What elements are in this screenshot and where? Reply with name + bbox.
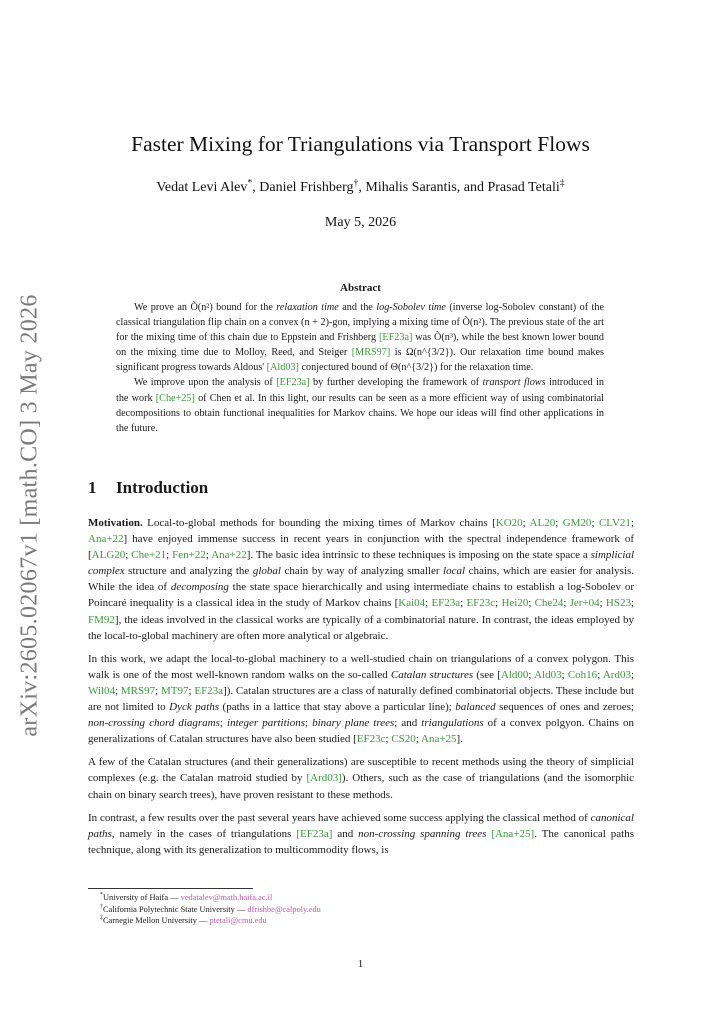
citation-link[interactable]: ALG20 xyxy=(91,549,126,562)
text: Local-to-global methods for bounding the mixing times of Markov chains [ xyxy=(142,517,496,529)
text: chains, which are easier for analysis. While the idea of xyxy=(88,565,634,594)
section-number: 1 xyxy=(88,478,97,497)
footnote-mark: † xyxy=(100,903,103,910)
separator: ; xyxy=(630,668,635,681)
citation-link[interactable]: MT97 xyxy=(161,684,189,697)
text: introduced in the work xyxy=(116,377,604,404)
footnote-affiliation: California Polytechnic State University — xyxy=(102,904,248,914)
citation-link[interactable]: [Ana+25] xyxy=(491,827,535,840)
separator: ; xyxy=(495,597,502,610)
footnote-mark: * xyxy=(100,892,103,899)
citation-link[interactable]: EF23c xyxy=(356,733,386,746)
author-name: , Daniel Frishberg xyxy=(252,180,354,195)
emphasis: Catalan structures xyxy=(390,668,474,681)
paper-date: May 5, 2026 xyxy=(324,215,397,230)
separator: ; xyxy=(125,549,132,562)
author-footnote-mark: ‡ xyxy=(559,177,565,189)
citation-link[interactable]: Hei20 xyxy=(501,597,529,610)
author-list xyxy=(0,177,721,196)
separator: ; xyxy=(385,733,392,746)
emphasis: global xyxy=(252,565,281,578)
separator: ; xyxy=(591,517,599,529)
separator: ; xyxy=(563,597,570,610)
footnote xyxy=(100,915,321,927)
body-text xyxy=(88,515,634,865)
text: . The canonical paths technique, along with its generalization to multicommodity flows, is xyxy=(88,827,635,856)
emphasis: simplicial complex xyxy=(88,549,635,578)
citation-link[interactable]: Coh16 xyxy=(567,668,598,681)
text: chain by way of analyzing smaller xyxy=(280,565,444,578)
citation-link[interactable]: Jer+04 xyxy=(569,597,600,610)
citation-link[interactable]: GM20 xyxy=(562,517,592,529)
text: and the xyxy=(338,302,377,313)
text: ). Others, such as the case of triangulations (and the isomorphic chain on binary search trees), have proven resistant to these methods. xyxy=(88,772,635,801)
author-name: , Mihalis Sarantis, and Prasad Tetali xyxy=(358,180,560,195)
citation-link[interactable]: EF23a xyxy=(194,684,224,697)
body-paragraph xyxy=(88,651,634,748)
author-footnote-mark: † xyxy=(353,177,359,189)
separator: ; xyxy=(166,549,173,562)
text: A few of the Catalan structures (and their generalizations) are susceptible to recent methods using the theory of simplicial complexes (e.g. the Catalan matroid studied by xyxy=(88,756,634,785)
separator: ; xyxy=(528,597,535,610)
citation-link[interactable]: AL20 xyxy=(529,517,556,529)
citation-link[interactable]: CS20 xyxy=(391,733,416,746)
text: the state space hierarchically and using intermediate chains to establish a log-Sobolev or Poincaré inequality is a classical idea in the study of Markov chains [ xyxy=(88,581,634,610)
text: In contrast, a few results over the past several years have achieved some success applying the classical method of xyxy=(88,811,591,824)
citation-link[interactable]: Ald03 xyxy=(534,668,562,681)
separator: ; xyxy=(630,517,634,529)
section-heading xyxy=(88,478,208,498)
text: ]. xyxy=(456,733,463,746)
arxiv-sidebar xyxy=(10,293,50,737)
citation-link[interactable]: FM92 xyxy=(88,613,115,626)
email-link[interactable]: vedatalev@math.haifa.ac.il xyxy=(180,893,273,902)
emphasis: transport flows xyxy=(482,377,546,389)
footnote-mark: ‡ xyxy=(100,915,103,922)
abstract-heading: Abstract xyxy=(340,282,381,294)
citation-link[interactable]: [EF23a] xyxy=(276,377,310,389)
emphasis: canonical paths xyxy=(88,811,634,840)
body-paragraph xyxy=(88,754,634,802)
citation-link[interactable]: EF23c xyxy=(466,597,496,610)
citation-link[interactable]: Ana+22 xyxy=(88,533,124,546)
citation-link[interactable]: Kai04 xyxy=(398,597,426,610)
author-footnote-mark: * xyxy=(247,177,253,189)
citation-link[interactable]: Ald00 xyxy=(500,668,529,681)
footnote xyxy=(100,904,321,916)
text: of Chen et al. In this light, our results can be seen as a more efficient way of using combinatorial decompositions to obtain functional inequalities for Markov chains. We hope our ideas will find other applications in the future. xyxy=(116,392,604,434)
abstract-paragraph xyxy=(116,300,604,375)
text: is Ω(n^{3/2}). Our relaxation time bound makes significant progress towards Aldous' xyxy=(116,347,604,374)
separator: ; xyxy=(630,597,635,610)
text: and xyxy=(332,827,359,840)
separator: ; xyxy=(425,597,432,610)
text: of a convex polgyon. Chains on generalizations of Catalan structures have also been studied [ xyxy=(88,717,634,746)
separator: ; xyxy=(561,668,568,681)
footnote-rule xyxy=(88,888,253,889)
paper-title: Faster Mixing for Triangulations via Transport Flows xyxy=(131,132,590,156)
emphasis: balanced xyxy=(455,701,496,714)
text: sequences of ones and zeroes; xyxy=(495,701,634,714)
text: (inverse log-Sobolev constant) of the classical triangulation flip chain on a convex (n + 2)-gon, implying a mixing time of Õ(n²). The previous state of the art for the mixing time of this chain due to Eppstein and Frishberg xyxy=(116,302,604,344)
text: by further developing the framework of xyxy=(309,377,483,389)
separator: ; xyxy=(115,684,121,697)
citation-link[interactable]: [Ald03] xyxy=(266,362,299,374)
text: ; and xyxy=(394,717,422,730)
citation-link[interactable]: [Ard03] xyxy=(306,772,342,785)
section-title: Introduction xyxy=(116,478,209,497)
emphasis: triangulations xyxy=(421,717,484,730)
emphasis: local xyxy=(443,565,466,578)
citation-link[interactable]: Ard03 xyxy=(602,668,631,681)
text: was Õ(n³), while the best known lower bound on the mixing time due to Molloy, Reed, and Steiger xyxy=(116,332,604,359)
separator: ; xyxy=(522,517,530,529)
citation-link[interactable]: [Che+25] xyxy=(155,392,195,404)
citation-link[interactable]: [EF23a] xyxy=(378,332,413,344)
citation-link[interactable]: CLV21 xyxy=(598,517,631,529)
text: We improve upon the analysis of xyxy=(134,377,277,389)
emphasis: log-Sobolev time xyxy=(376,302,446,313)
text: (see [ xyxy=(473,668,501,681)
citation-link[interactable]: Fen+22 xyxy=(172,549,206,562)
text: We prove an Õ(n²) bound for the xyxy=(134,302,277,313)
abstract-paragraph xyxy=(116,375,604,435)
separator: ; xyxy=(528,668,535,681)
arxiv-identifier: arXiv:2605.02067v1 [math.CO] 3 May 2026 xyxy=(16,293,43,737)
text: ] have enjoyed immense success in recent years in conjunction with the spectral independence framework of [ xyxy=(88,533,634,562)
body-paragraph xyxy=(88,515,634,644)
text: ], the ideas involved in the classical works are typically of a combinatorial nature. In contrast, the ideas employed by the local-to-global machinery are often more analytical or algebraic. xyxy=(88,613,634,642)
footnote-affiliation: Carnegie Mellon University — xyxy=(102,916,210,926)
citation-link[interactable]: MRS97 xyxy=(120,684,156,697)
text: ]. The basic idea intrinsic to these techniques is imposing on the state space a xyxy=(246,549,591,562)
footnote-affiliation: University of Haifa — xyxy=(102,893,181,902)
email-link[interactable]: dfrishbe@calpoly.edu xyxy=(247,904,321,914)
emphasis: integer partitions xyxy=(227,717,305,730)
text: structure and analyzing the xyxy=(124,565,253,578)
citation-link[interactable]: [MRS97] xyxy=(351,347,391,359)
email-link[interactable]: ptetali@cmu.edu xyxy=(209,916,267,926)
separator: ; xyxy=(415,733,422,746)
abstract-body xyxy=(116,300,604,436)
separator: ; xyxy=(205,549,212,562)
page-number: 1 xyxy=(357,958,364,970)
citation-link[interactable]: HS23 xyxy=(605,597,631,610)
text: (paths in a lattice that stay above a particular line); xyxy=(219,701,456,714)
citation-link[interactable]: Wil04 xyxy=(88,684,116,697)
separator: ; xyxy=(460,597,467,610)
citation-link[interactable]: EF23a xyxy=(431,597,461,610)
text: conjectured bound of Θ(n^{3/2}) for the relaxation time. xyxy=(298,362,534,374)
emphasis: non-crossing chord diagrams xyxy=(88,717,220,730)
separator: ; xyxy=(597,668,603,681)
emphasis: non-crossing spanning trees xyxy=(358,827,487,840)
text: ; xyxy=(219,717,228,730)
footnotes xyxy=(100,892,321,927)
separator: ; xyxy=(599,597,606,610)
run-in-heading: Motivation. xyxy=(88,517,143,529)
separator: ; xyxy=(188,684,195,697)
citation-link[interactable]: Che+21 xyxy=(131,549,167,562)
citation-link[interactable]: KO20 xyxy=(495,517,523,529)
citation-link[interactable]: Che24 xyxy=(534,597,564,610)
text: In this work, we adapt the local-to-global machinery to a well-studied chain on triangulations of a convex polygon. This walk is one of the most well-known random walks on the so-called xyxy=(88,652,634,681)
emphasis: Dyck paths xyxy=(169,701,220,714)
citation-link[interactable]: Ana+25 xyxy=(421,733,457,746)
emphasis: decomposing xyxy=(170,581,229,594)
citation-link[interactable]: [EF23a] xyxy=(296,827,333,840)
separator: ; xyxy=(155,684,161,697)
footnote xyxy=(100,892,321,904)
body-paragraph xyxy=(88,810,634,858)
separator: ; xyxy=(555,517,563,529)
text: ]). Catalan structures are a class of naturally defined combinatorial objects. These include but are not limited to xyxy=(88,684,635,714)
emphasis: relaxation time xyxy=(276,302,339,313)
text: , namely in the cases of triangulations xyxy=(111,827,297,840)
citation-link[interactable]: Ana+22 xyxy=(211,549,247,562)
emphasis: binary plane trees xyxy=(312,717,395,730)
text: ; xyxy=(305,717,313,730)
author-name: Vedat Levi Alev xyxy=(156,180,248,195)
